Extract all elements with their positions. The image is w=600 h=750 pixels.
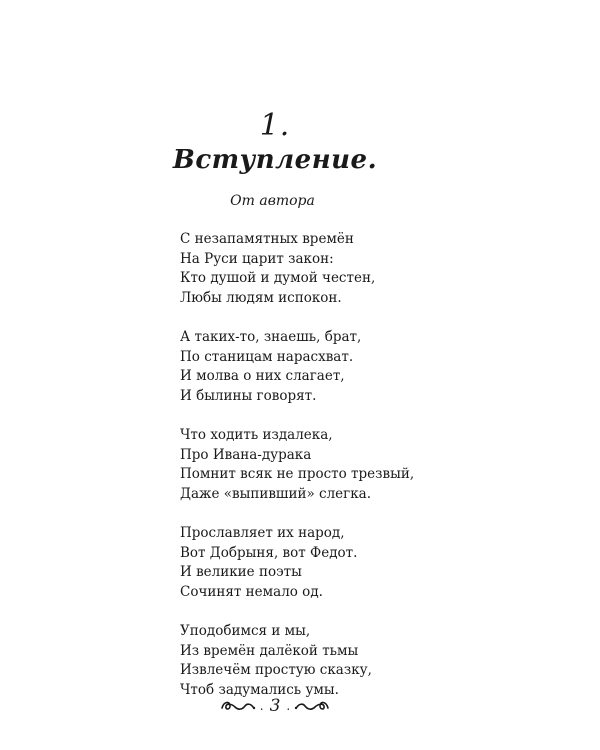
stanza xyxy=(180,426,480,504)
dot-separator: . xyxy=(286,699,291,713)
poem-line: А таких-то, знаешь, брат, xyxy=(180,329,362,345)
chapter-title: Вступление. xyxy=(172,145,378,175)
stanza xyxy=(180,328,480,406)
swirl-ornament-right-icon xyxy=(294,699,330,713)
poem-line: Сочинят немало од. xyxy=(180,583,323,600)
poem-line: И молва о них слагает, xyxy=(180,368,345,384)
stanza xyxy=(180,524,480,602)
poem-line: Кто душой и думой честен, xyxy=(180,270,376,286)
poem-line: Прославляет их народ, xyxy=(180,525,345,541)
page-number: 3 xyxy=(269,696,281,716)
poem-line: С незапамятных времён xyxy=(180,231,354,247)
poem-body xyxy=(180,230,480,720)
poem-line: Даже «выпивший» слегка. xyxy=(180,485,371,502)
poem-line: Помнит всяк не просто трезвый, xyxy=(180,466,415,482)
poem-line: Любы людям испокон. xyxy=(180,289,342,306)
swirl-ornament-left-icon xyxy=(220,699,256,713)
poem-line: И былины говорят. xyxy=(180,387,317,404)
poem-line: Чтоб задумались умы. xyxy=(180,681,339,698)
page-footer xyxy=(0,696,550,716)
poem-line: Про Ивана-дурака xyxy=(180,446,312,463)
poem-line: По станицам нарасхват. xyxy=(180,348,354,365)
stanza xyxy=(180,622,480,700)
chapter-subtitle: От автора xyxy=(230,193,315,209)
poem-line: Уподобимся и мы, xyxy=(180,623,311,639)
poem-line: На Руси царит закон: xyxy=(180,250,334,267)
poem-line: Из времён далёкой тьмы xyxy=(180,642,359,659)
chapter-number: 1. xyxy=(259,108,291,143)
poem-line: Извлечём простую сказку, xyxy=(180,662,372,678)
dot-separator: . xyxy=(259,699,264,713)
poem-line: Вот Добрыня, вот Федот. xyxy=(180,544,358,561)
poem-line: Что ходить издалека, xyxy=(180,427,333,443)
stanza xyxy=(180,230,480,308)
poem-line: И великие поэты xyxy=(180,564,302,580)
